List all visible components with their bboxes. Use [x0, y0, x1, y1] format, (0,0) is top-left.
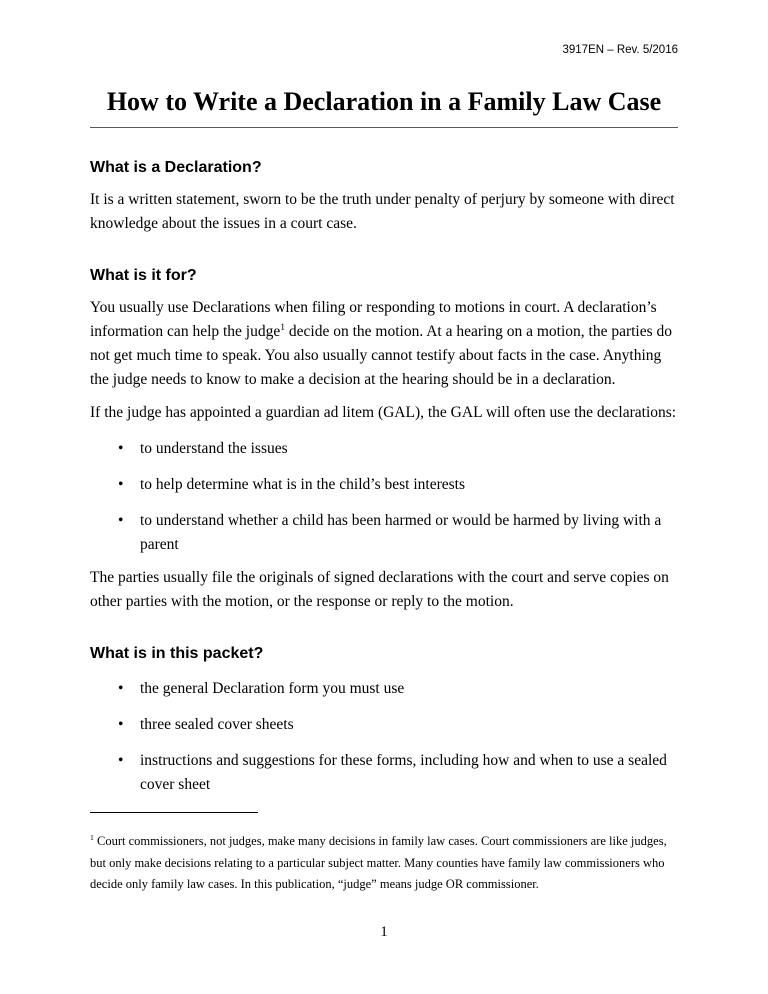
footnote-divider	[90, 812, 258, 813]
section-heading-packet: What is in this packet?	[90, 644, 264, 662]
footnote-reference: 1	[280, 321, 286, 333]
purpose-bullet-list	[118, 437, 678, 557]
list-item: • to understand the issues	[118, 437, 678, 461]
section-heading-declaration: What is a Declaration?	[90, 159, 262, 176]
document-title: How to Write a Declaration in a Family Law Case	[90, 86, 678, 128]
paragraph-text: decide on the motion. At a hearing on a motion, the parties do not get much time to speak. You also usually cannot testify about facts in the case. Anything the judge needs to know to make a decision at the hearing should be in a declaration.	[90, 322, 673, 388]
paragraph-purpose-2: If the judge has appointed a guardian ad litem (GAL), the GAL will often use the declarations:	[90, 403, 677, 421]
paragraph-text: You usually use Declarations when filing or responding to motions in court. A declaration’s information can help the judge	[90, 298, 657, 340]
paragraph-purpose-3: The parties usually file the originals of signed declarations with the court and serve copies on other parties with the motion, or the response or reply to the motion.	[90, 568, 669, 610]
list-item: • to understand whether a child has been harmed or would be harmed by living with a parent	[118, 509, 678, 557]
list-item: • three sealed cover sheets	[118, 713, 678, 737]
list-item: • the general Declaration form you must use	[118, 677, 678, 701]
page-number: 1	[380, 923, 388, 940]
section-heading-purpose: What is it for?	[90, 266, 197, 284]
doc-reference: 3917EN – Rev. 5/2016	[562, 44, 678, 56]
list-item: • to help determine what is in the child’s best interests	[118, 473, 678, 497]
list-item: • instructions and suggestions for these forms, including how and when to use a sealed cover sheet	[118, 749, 678, 797]
footnote-marker: 1	[90, 832, 94, 842]
packet-bullet-list	[118, 677, 678, 797]
paragraph-purpose-1	[90, 296, 678, 392]
footnote-text	[90, 831, 678, 896]
footnote-area	[90, 812, 678, 896]
paragraph-declaration: It is a written statement, sworn to be the truth under penalty of perjury by someone with direct knowledge about the issues in a court case.	[90, 190, 675, 232]
footnote-body: Court commissioners, not judges, make many decisions in family law cases. Court commissioners are like judges, but only make decisions relating to a particular subject matter. Many counties have family law commissioners who decide only family law cases. In this publication, “judge” means judge OR commissioner.	[90, 834, 667, 891]
